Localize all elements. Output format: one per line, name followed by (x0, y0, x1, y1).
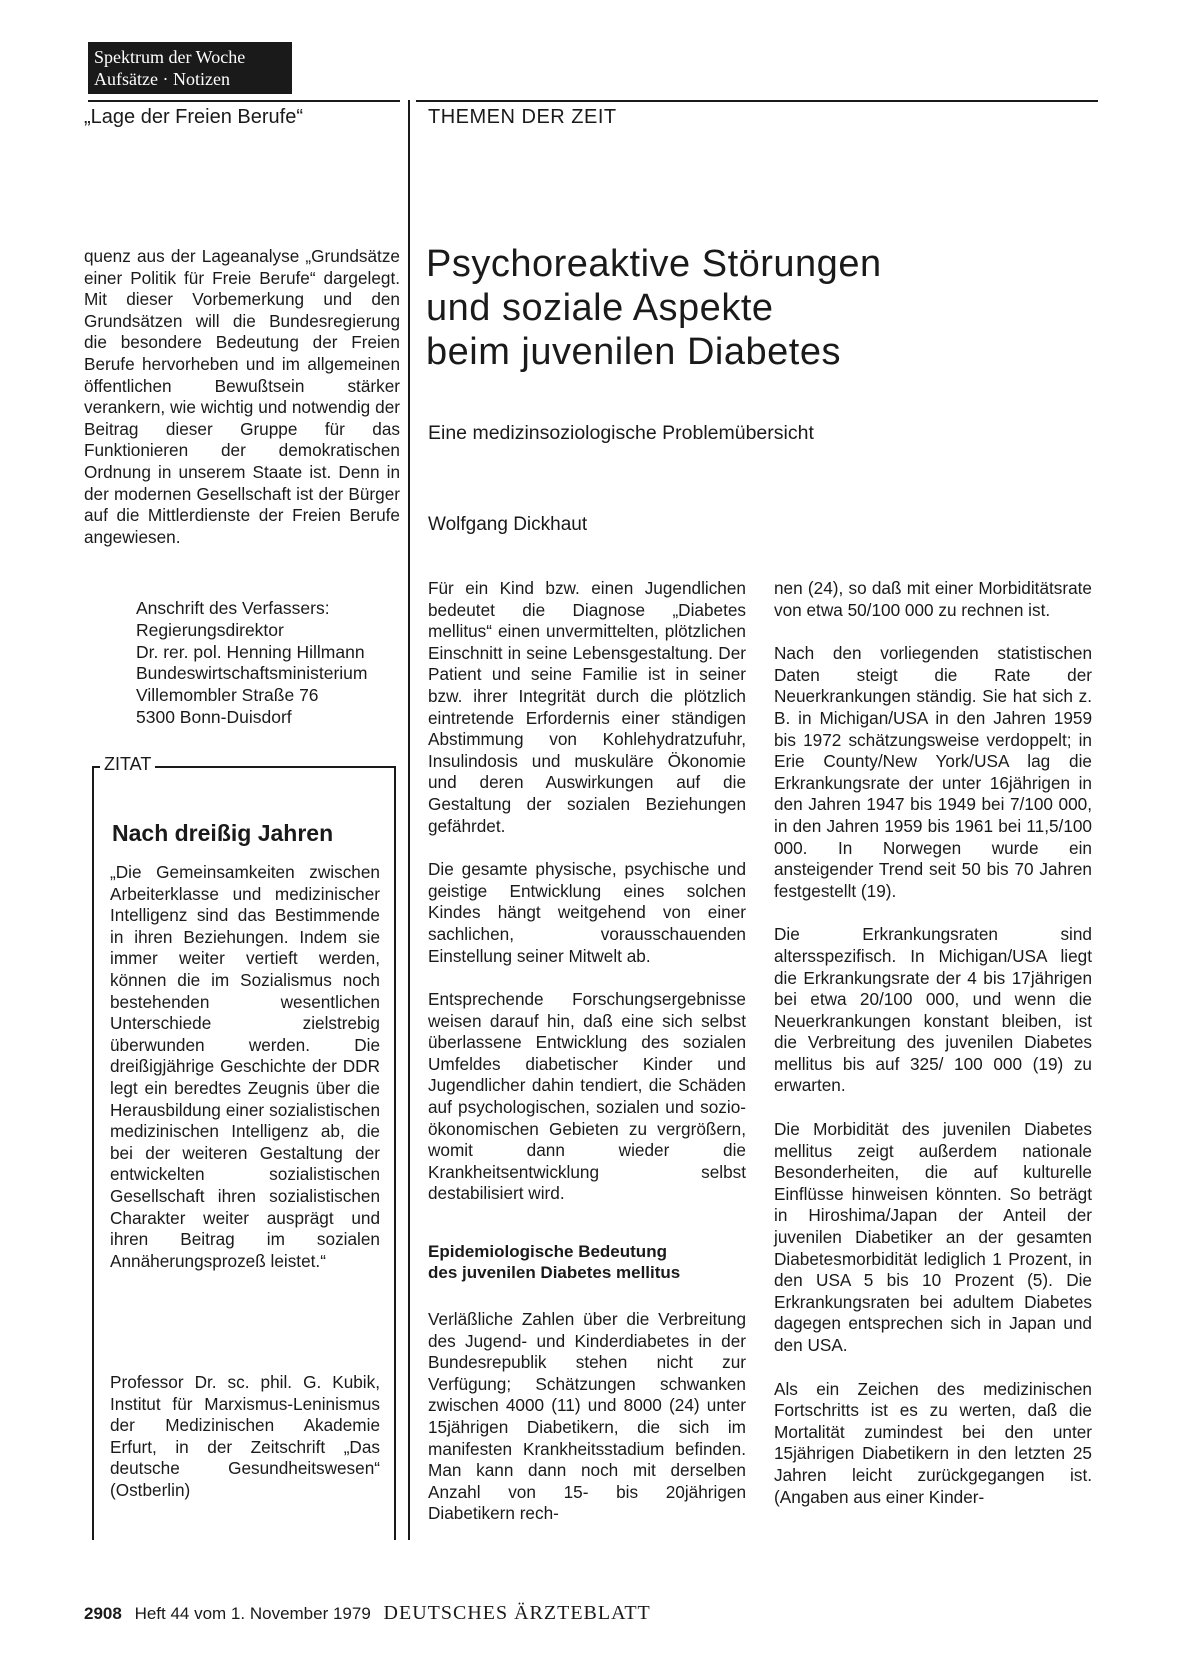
address-line: Villemombler Straße 76 (136, 685, 319, 706)
issue-info: Heft 44 vom 1. November 1979 (134, 1604, 371, 1623)
section-subhead (428, 1241, 746, 1283)
paragraph: Nach den vorliegenden statistischen Daten steigt die Rate der Neuerkrankungen ständig. Sie hat sich z. B. in Michigan/USA in den Jahren 1959 bis 1972 schätzungsweise verdoppelt; in Erie County/New York/USA lag die Erkrankungsrate der unter 16jährigen in den Jahren 1947 bis 1949 bei 7/100 000, in den Jahren 1959 bis 1961 bei 11,5/100 000. In Norwegen wurde ein ansteigender Trend seit 50 bis 70 Jahren festgestellt (19). (774, 643, 1092, 901)
zitat-source: Professor Dr. sc. phil. G. Kubik, Institut für Marxismus-Leninismus der Medizinischen Akademie Erfurt, in der Zeitschrift „Das deutsche Gesundheitswesen“ (Ostberlin) (110, 1372, 380, 1500)
badge-line-1: Spektrum der Woche (94, 47, 246, 67)
article-column-2 (774, 578, 1092, 1530)
paragraph: Als ein Zeichen des medizinischen Fortschritts ist es zu werten, daß die Mortalität zumindest bei den unter 15jährigen Diabetikern in den letzten 25 Jahren leicht zurückgegangen ist. (Angaben aus einer Kinder- (774, 1378, 1092, 1507)
address-line: Regierungsdirektor (136, 619, 284, 640)
magazine-name: DEUTSCHES ÄRZTEBLATT (383, 1602, 651, 1624)
subhead-line: Epidemiologische Bedeutung (428, 1242, 667, 1262)
article-subtitle: Eine medizinsoziologische Problemübersicht (428, 422, 814, 444)
paragraph: Für ein Kind bzw. einen Jugendlichen bedeutet die Diagnose „Diabetes mellitus“ einen unvermittelten, plötzlichen Einschnitt in seine Lebensgestaltung. Der Patient und seine Familie ist in seiner bzw. ihrer Integrität durch die plötzlich eintretende Erfordernis einer ständigen Abstimmung von Kohlehydratzufuhr, Insulindosis und muskuläre Ökonomie und deren Auswirkungen auf die Gestaltung der sozialen Beziehungen gefährdet. (428, 578, 746, 836)
paragraph: Die Erkrankungsraten sind altersspezifisch. In Michigan/USA liegt die Erkrankungsrate der 4 bis 17jährigen bei etwa 20/100 000, und wenn die Neuerkrankungen konstant bleiben, ist die Verbreitung des juvenilen Diabetes mellitus bis auf 325/ 100 000 (19) zu erwarten. (774, 924, 1092, 1096)
badge-line-2: Aufsätze · Notizen (94, 69, 230, 89)
page-footer (84, 1602, 651, 1625)
paragraph: Entsprechende Forschungsergebnisse weisen darauf hin, daß eine sich selbst überlassene Entwicklung des sozialen Umfeldes diabetischer Kinder und Jugendlicher dahin tendiert, die Schäden auf psychologischen, sozialen und sozio-ökonomischen Gebieten zu vergrößern, womit dann wieder die Krankheitsentwicklung selbst destabilisiert wird. (428, 989, 746, 1204)
zitat-label: ZITAT (100, 754, 155, 775)
column-divider (408, 100, 410, 1540)
subhead-line: des juvenilen Diabetes mellitus (428, 1263, 681, 1283)
section-head: THEMEN DER ZEIT (428, 106, 617, 128)
page-number: 2908 (84, 1604, 122, 1623)
address-line: Dr. rer. pol. Henning Hillmann (136, 641, 365, 662)
section-badge (88, 42, 292, 94)
left-running-head: „Lage der Freien Berufe“ (84, 106, 304, 128)
title-line: beim juvenilen Diabetes (426, 331, 841, 373)
paragraph: Die Morbidität des juvenilen Diabetes mellitus zeigt außerdem nationale Besonderheiten, die auf kulturelle Einflüsse hinweisen könnten. So beträgt in Hiroshima/Japan der Anteil der juvenilen Diabetiker an der gesamten Diabetesmorbidität lediglich 1 Prozent, in den USA 5 bis 10 Prozent (5). Die Erkrankungsraten bei adultem Diabetes dagegen entsprechen sich in Japan und den USA. (774, 1119, 1092, 1355)
top-rule-right (416, 100, 1098, 102)
zitat-title: Nach dreißig Jahren (112, 820, 334, 846)
title-line: Psychoreaktive Störungen (426, 243, 882, 285)
article-author: Wolfgang Dickhaut (428, 514, 588, 535)
paragraph: Die gesamte physische, psychische und geistige Entwicklung eines solchen Kindes hängt weitgehend von einer sachlichen, vorausschauenden Einstellung seiner Mitwelt ab. (428, 859, 746, 966)
left-column-text: quenz aus der Lageanalyse „Grundsätze einer Politik für Freie Berufe“ dargelegt. Mit dieser Vorbemerkung und den Grundsätzen will die Bundesregierung die besondere Bedeutung der Freien Berufe hervorheben und im allgemeinen öffentlichen Bewußtsein stärker verankern, wie wichtig und notwendig der Beitrag dieser Gruppe für das Funktionieren der demokratischen Ordnung in unserem Staate ist. Denn in der modernen Gesellschaft ist der Bürger auf die Mittlerdienste der Freien Berufe angewiesen. (84, 246, 400, 547)
article-column-1 (428, 578, 746, 1547)
address-line: Anschrift des Verfassers: (136, 598, 330, 618)
paragraph: Verläßliche Zahlen über die Verbreitung des Jugend- und Kinderdiabetes in der Bundesrepublik stehen nicht zur Verfügung; Schätzungen schwanken zwischen 4000 (11) und 8000 (24) unter 15jährigen Diabetikern, die sich im manifesten Krankheitsstadium befinden. Man kann dann noch mit derselben Anzahl von 15- bis 20jährigen Diabetikern rech- (428, 1309, 746, 1524)
address-line: 5300 Bonn-Duisdorf (136, 706, 292, 727)
address-line: Bundeswirtschaftsministerium (136, 663, 368, 684)
article-title (426, 242, 1086, 374)
top-rule-left (88, 100, 400, 102)
author-address (136, 598, 406, 729)
title-line: und soziale Aspekte (426, 287, 774, 329)
zitat-quote: „Die Gemeinsamkeiten zwischen Arbeiterklasse und medizinischer Intelligenz sind das Bestimmende in ihren Beziehungen. Indem sie immer weiter vertieft werden, können die im Sozialismus noch bestehenden wesentlichen Unterschiede zielstrebig überwunden werden. Die dreißigjährige Geschichte der DDR legt ein beredtes Zeugnis über die Herausbildung einer sozialistischen medizinischen Intelligenz ab, die bei der weiteren Gestaltung der entwickelten sozialistischen Gesellschaft ihren sozialistischen Charakter weiter ausprägt und ihren Beitrag im sozialen Annäherungsprozeß leistet.“ (110, 862, 380, 1271)
paragraph: nen (24), so daß mit einer Morbiditätsrate von etwa 50/100 000 zu rechnen ist. (774, 578, 1092, 620)
